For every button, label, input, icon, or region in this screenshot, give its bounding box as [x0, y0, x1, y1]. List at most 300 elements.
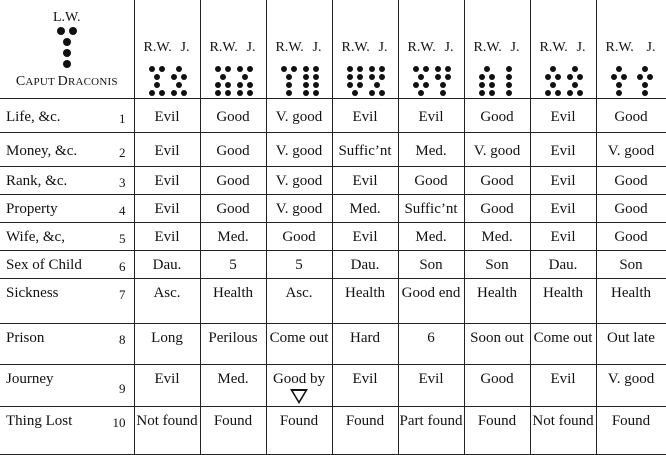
cell-value: Evil: [154, 370, 180, 387]
table-cell: [200, 406, 266, 454]
figure-dot: [149, 90, 155, 96]
cell-value: Good: [216, 200, 250, 217]
figure-dot: [479, 74, 485, 80]
header-caput-cell: [0, 0, 134, 98]
cell-value: Suffic’nt: [404, 200, 458, 217]
table-cell: [134, 222, 200, 250]
row-number: 4: [119, 202, 126, 218]
figure-dot: [572, 82, 578, 88]
row-label: Life, &c.: [6, 108, 61, 125]
table-cell: [530, 166, 596, 194]
cell-value: Good: [216, 172, 250, 189]
rw-label: R.W.: [605, 40, 634, 55]
table-cell: [464, 250, 530, 278]
cell-value: Asc.: [153, 284, 181, 301]
cell-value: Health: [543, 284, 583, 301]
row-label-cell: [0, 364, 134, 406]
cell-value: Good end: [401, 284, 461, 301]
figure-dot: [247, 90, 253, 96]
table-row: [0, 250, 666, 278]
figure-dot: [423, 66, 429, 72]
cell-value: Good by: [272, 370, 326, 387]
table-cell: [398, 194, 464, 222]
table-row: [0, 278, 666, 323]
table-cell: [398, 222, 464, 250]
table-cell: [332, 364, 398, 406]
rw-figure: [544, 66, 562, 96]
cell-value: Found: [279, 412, 319, 429]
cell-value: V. good: [275, 108, 323, 125]
cell-value: Evil: [418, 370, 444, 387]
cell-value: Son: [619, 256, 643, 273]
rw-label: R.W.: [275, 40, 304, 55]
cell-value: Son: [419, 256, 443, 273]
cell-value: Come out: [533, 329, 593, 346]
row-label: Sickness: [6, 284, 59, 301]
caput-draconis-figure: [55, 26, 79, 70]
table-cell: [200, 250, 266, 278]
figure-dot: [176, 66, 182, 72]
row-number: 5: [119, 230, 126, 246]
table-cell: [200, 132, 266, 166]
cell-value: Evil: [550, 172, 576, 189]
j-label: J.: [180, 40, 190, 55]
figure-dot: [647, 74, 653, 80]
cell-value: Evil: [352, 370, 378, 387]
figure-dot: [572, 66, 578, 72]
figure-dot: [369, 66, 375, 72]
row-label-cell: [0, 132, 134, 166]
figure-dot: [215, 82, 221, 88]
table-cell: [530, 222, 596, 250]
figure-dot: [357, 66, 363, 72]
cell-value: Hard: [350, 329, 380, 346]
cell-value: Med.: [217, 370, 249, 387]
table-cell: [464, 166, 530, 194]
table-cell: [464, 278, 530, 323]
cell-value: V. good: [275, 142, 323, 159]
table-cell: [134, 323, 200, 364]
figure-dot: [159, 90, 165, 96]
figure-dot: [440, 82, 446, 88]
cell-value: 6: [427, 329, 435, 346]
table-cell: [266, 222, 332, 250]
table-cell: [266, 194, 332, 222]
figure-pair: [597, 56, 666, 96]
cell-value: V. good: [275, 172, 323, 189]
figure-dot: [369, 90, 375, 96]
table-cell: [596, 132, 666, 166]
j-label: J.: [444, 40, 454, 55]
table-cell: [332, 323, 398, 364]
figure-dot: [577, 74, 583, 80]
row-label: Thing Lost: [6, 412, 73, 429]
cell-value: Evil: [154, 228, 180, 245]
cell-value: Med.: [349, 200, 381, 217]
figure-dot: [149, 66, 155, 72]
cell-value: Good: [414, 172, 448, 189]
figure-dot: [479, 90, 485, 96]
figure-dot: [171, 74, 177, 80]
table-cell: [332, 406, 398, 454]
figure-dot: [357, 82, 363, 88]
figure-dot: [347, 74, 353, 80]
row-label-cell: [0, 323, 134, 364]
table-cell: [266, 132, 332, 166]
figure-dot: [545, 90, 551, 96]
cell-value: Evil: [154, 172, 180, 189]
table-cell: [398, 250, 464, 278]
table-cell: [464, 406, 530, 454]
cell-value: Found: [345, 412, 385, 429]
figure-dot: [413, 82, 419, 88]
cell-value: Evil: [550, 142, 576, 159]
cell-value: Good: [216, 142, 250, 159]
table-cell: [596, 98, 666, 132]
row-label-cell: [0, 278, 134, 323]
figure-dot: [215, 66, 221, 72]
j-figure: [236, 66, 254, 96]
cell-value: Suffic’nt: [338, 142, 392, 159]
figure-dot: [225, 66, 231, 72]
figure-dot: [418, 90, 424, 96]
row-label: Wife, &c,: [6, 228, 65, 245]
rw-label: R.W.: [209, 40, 238, 55]
figure-dot: [637, 74, 643, 80]
table-cell: [134, 132, 200, 166]
table-cell: [134, 278, 200, 323]
table-cell: [398, 166, 464, 194]
figure-dot: [63, 49, 71, 57]
figure-dot: [313, 74, 319, 80]
header-col-4: [332, 0, 398, 98]
lw-label: L.W.: [53, 10, 81, 25]
table-cell: [398, 364, 464, 406]
cell-value: Found: [213, 412, 253, 429]
figure-dot: [313, 90, 319, 96]
figure-dot: [616, 66, 622, 72]
cell-value: Good: [216, 108, 250, 125]
j-label: J.: [246, 40, 256, 55]
table-cell: [596, 222, 666, 250]
j-label: J.: [646, 40, 656, 55]
table-cell: [464, 132, 530, 166]
row-label-cell: [0, 166, 134, 194]
figure-dot: [242, 74, 248, 80]
rw-figure: [478, 66, 496, 96]
table-cell: [200, 278, 266, 323]
table-row: [0, 98, 666, 132]
table-cell: [596, 323, 666, 364]
figure-dot: [484, 66, 490, 72]
figure-dot: [555, 74, 561, 80]
table-cell: [134, 406, 200, 454]
row-number: 7: [119, 286, 126, 302]
cell-value: Med.: [415, 228, 447, 245]
cell-value: Son: [485, 256, 509, 273]
figure-dot: [550, 82, 556, 88]
table-cell: [530, 364, 596, 406]
cell-value: V. good: [607, 370, 655, 387]
figure-dot: [357, 74, 363, 80]
rw-figure: [346, 66, 364, 96]
row-number: 2: [119, 144, 126, 160]
figure-dot: [313, 66, 319, 72]
cell-value: V. good: [275, 200, 323, 217]
row-label-cell: [0, 98, 134, 132]
cell-value: Evil: [352, 172, 378, 189]
figure-dot: [506, 82, 512, 88]
table-cell: [464, 98, 530, 132]
table-cell: [266, 364, 332, 406]
table-row: [0, 364, 666, 406]
table-row: [0, 194, 666, 222]
cell-value: V. good: [607, 142, 655, 159]
figure-dot: [440, 90, 446, 96]
figure-dot: [63, 60, 71, 68]
cell-value: Good: [614, 108, 648, 125]
table-cell: [332, 132, 398, 166]
j-figure: [500, 66, 518, 96]
row-label: Journey: [6, 370, 54, 387]
j-figure: [368, 66, 386, 96]
cell-value: Soon out: [470, 329, 524, 346]
j-label: J.: [576, 40, 586, 55]
table-cell: [530, 132, 596, 166]
header-col-6: [464, 0, 530, 98]
figure-dot: [567, 74, 573, 80]
figure-dot: [352, 90, 358, 96]
cell-value: Health: [611, 284, 651, 301]
cell-value: Found: [477, 412, 517, 429]
figure-pair: [201, 56, 266, 96]
figure-dot: [313, 82, 319, 88]
figure-dot: [545, 74, 551, 80]
figure-dot: [63, 38, 71, 46]
cell-value: Evil: [154, 200, 180, 217]
cell-value: Evil: [352, 108, 378, 125]
table-cell: [332, 166, 398, 194]
figure-dot: [445, 66, 451, 72]
figure-dot: [567, 90, 573, 96]
cell-value: Evil: [550, 370, 576, 387]
j-figure: [170, 66, 188, 96]
rw-label: R.W.: [143, 40, 172, 55]
figure-dot: [225, 82, 231, 88]
header-col-2: [200, 0, 266, 98]
figure-dot: [181, 74, 187, 80]
triangle-icon: [290, 389, 308, 404]
header-col-5: [398, 0, 464, 98]
table-cell: [134, 166, 200, 194]
row-label: Sex of Child: [6, 256, 82, 273]
table-cell: [200, 98, 266, 132]
figure-dot: [577, 90, 583, 96]
cell-value: Dau.: [152, 256, 182, 273]
figure-dot: [154, 82, 160, 88]
figure-dot: [642, 90, 648, 96]
cell-value: Not found: [136, 412, 198, 429]
row-number: 10: [112, 414, 126, 430]
figure-dot: [347, 82, 353, 88]
cell-value: Health: [477, 284, 517, 301]
figure-dot: [379, 90, 385, 96]
table-row: [0, 222, 666, 250]
cell-value: Long: [151, 329, 183, 346]
header-col-3: [266, 0, 332, 98]
figure-dot: [225, 90, 231, 96]
table-cell: [464, 323, 530, 364]
cell-value: Health: [345, 284, 385, 301]
table-row: [0, 132, 666, 166]
cell-value: Dau.: [548, 256, 578, 273]
figure-dot: [642, 66, 648, 72]
figure-dot: [616, 90, 622, 96]
figure-dot: [69, 27, 77, 35]
figure-pair: [531, 56, 596, 96]
figure-dot: [369, 74, 375, 80]
table-cell: [464, 364, 530, 406]
table-cell: [134, 98, 200, 132]
j-figure: [434, 66, 452, 96]
figure-dot: [374, 82, 380, 88]
figure-dot: [506, 66, 512, 72]
table-row: [0, 323, 666, 364]
figure-dot: [303, 74, 309, 80]
table-cell: [596, 406, 666, 454]
figure-dot: [413, 66, 419, 72]
j-figure: [302, 66, 320, 96]
table-row: [0, 406, 666, 454]
row-label: Prison: [6, 329, 45, 346]
figure-dot: [489, 82, 495, 88]
figure-dot: [379, 74, 385, 80]
figure-dot: [154, 74, 160, 80]
cell-value: Evil: [154, 108, 180, 125]
figure-dot: [379, 66, 385, 72]
table-cell: [134, 250, 200, 278]
cell-value: Evil: [352, 228, 378, 245]
cell-value: Health: [213, 284, 253, 301]
figure-dot: [291, 66, 297, 72]
rw-figure: [280, 66, 298, 96]
caput-draconis-label: CAPUT DRACONIS: [15, 74, 118, 89]
table-cell: [134, 194, 200, 222]
cell-value: Good: [614, 228, 648, 245]
figure-pair: [465, 56, 530, 96]
cell-value: Come out: [269, 329, 329, 346]
figure-dot: [435, 74, 441, 80]
table-cell: [332, 250, 398, 278]
table-cell: [332, 222, 398, 250]
cell-value: Med.: [481, 228, 513, 245]
figure-dot: [550, 66, 556, 72]
table-cell: [530, 194, 596, 222]
table-cell: [266, 278, 332, 323]
cell-value: Perilous: [208, 329, 258, 346]
header-col-1: [134, 0, 200, 98]
row-number: 8: [119, 331, 126, 347]
table-cell: [266, 250, 332, 278]
cell-value: 5: [295, 256, 303, 273]
table-cell: [596, 364, 666, 406]
figure-dot: [215, 90, 221, 96]
table-cell: [398, 98, 464, 132]
figure-dot: [286, 90, 292, 96]
rw-label: R.W.: [473, 40, 502, 55]
cell-value: Good: [480, 108, 514, 125]
figure-dot: [506, 74, 512, 80]
table-cell: [266, 323, 332, 364]
table-cell: [464, 222, 530, 250]
table-cell: [398, 278, 464, 323]
figure-dot: [621, 74, 627, 80]
j-figure: [566, 66, 584, 96]
table-cell: [266, 166, 332, 194]
figure-dot: [181, 90, 187, 96]
figure-dot: [616, 82, 622, 88]
table-cell: [530, 250, 596, 278]
cell-value: Good: [282, 228, 316, 245]
figure-dot: [423, 82, 429, 88]
table-cell: [200, 166, 266, 194]
table-cell: [200, 194, 266, 222]
figure-dot: [506, 90, 512, 96]
row-number: 6: [119, 258, 126, 274]
table-cell: [398, 132, 464, 166]
table-cell: [398, 406, 464, 454]
table-cell: [464, 194, 530, 222]
figure-dot: [159, 66, 165, 72]
figure-dot: [281, 66, 287, 72]
cell-value: Evil: [550, 108, 576, 125]
figure-dot: [489, 74, 495, 80]
row-label-cell: [0, 406, 134, 454]
j-label: J.: [510, 40, 520, 55]
figure-dot: [435, 66, 441, 72]
table-cell: [332, 98, 398, 132]
table-cell: [266, 98, 332, 132]
cell-value: Not found: [532, 412, 594, 429]
table-row: [0, 166, 666, 194]
table-cell: [596, 250, 666, 278]
header-col-8: [596, 0, 666, 98]
table-cell: [596, 278, 666, 323]
cell-value: Out late: [607, 329, 655, 346]
figure-pair: [399, 56, 464, 96]
figure-pair: [135, 56, 200, 96]
figure-dot: [286, 82, 292, 88]
j-label: J.: [312, 40, 322, 55]
figure-dot: [489, 90, 495, 96]
figure-dot: [555, 90, 561, 96]
row-label: Rank, &c.: [6, 172, 68, 189]
figure-pair: [267, 56, 332, 96]
row-label: Money, &c.: [6, 142, 78, 159]
figure-dot: [418, 74, 424, 80]
figure-dot: [347, 66, 353, 72]
cell-value: V. good: [473, 142, 521, 159]
table-cell: [596, 194, 666, 222]
rw-label: R.W.: [341, 40, 370, 55]
table-cell: [398, 323, 464, 364]
cell-value: Evil: [418, 108, 444, 125]
row-label: Property: [6, 200, 58, 217]
row-number: 3: [119, 174, 126, 190]
table-cell: [530, 406, 596, 454]
table-cell: [266, 406, 332, 454]
figure-dot: [57, 27, 65, 35]
